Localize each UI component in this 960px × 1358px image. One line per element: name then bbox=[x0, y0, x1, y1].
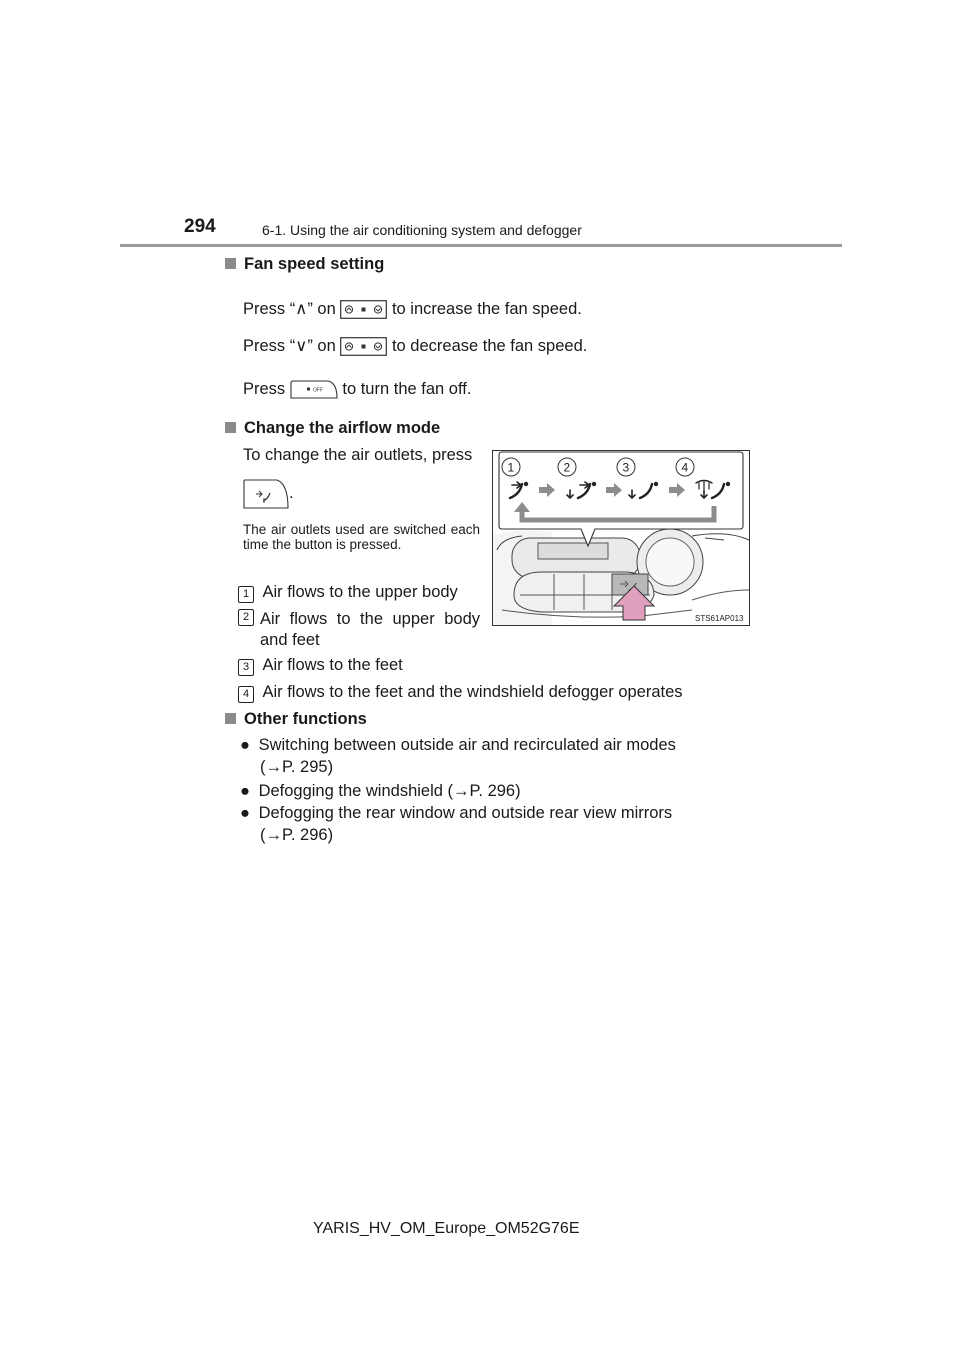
header-rule bbox=[120, 244, 842, 247]
fan-speed-heading: Fan speed setting bbox=[225, 255, 384, 274]
airflow-item-3: 3 Air flows to the feet bbox=[238, 656, 403, 676]
svg-text:OFF: OFF bbox=[312, 387, 323, 394]
number-badge: 2 bbox=[238, 609, 254, 626]
section-title: 6-1. Using the air conditioning system and defogger bbox=[262, 222, 582, 238]
heading-square-icon bbox=[225, 258, 236, 269]
fan-speed-button-icon bbox=[340, 300, 387, 319]
fan-increase-line: Press “∧” on to increase the fan speed. bbox=[243, 300, 582, 318]
other-bullet-2: ● Defogging the windshield (→P. 296) bbox=[240, 782, 521, 800]
airflow-item-1: 1 Air flows to the upper body bbox=[238, 583, 458, 603]
other-bullet-3: ● Defogging the rear window and outside rear view mirrors (→P. 296) bbox=[240, 804, 673, 844]
number-badge: 4 bbox=[238, 686, 254, 703]
airflow-mode-figure bbox=[492, 450, 750, 626]
other-bullet-1: ● Switching between outside air and recirculated air modes (→P. 295) bbox=[240, 736, 676, 776]
airflow-mode-button-icon bbox=[243, 479, 289, 509]
number-badge: 1 bbox=[238, 586, 254, 603]
airflow-intro-text: To change the air outlets, press bbox=[243, 446, 473, 464]
figure-code: STS61AP013 bbox=[695, 614, 744, 623]
page-number: 294 bbox=[184, 216, 216, 237]
bullet-dot-icon: ● bbox=[240, 782, 250, 800]
heading-square-icon bbox=[225, 713, 236, 724]
figure-callout-3: 3 bbox=[622, 460, 630, 475]
bullet-dot-icon: ● bbox=[240, 736, 250, 754]
airflow-note: The air outlets used are switched each time the button is pressed. bbox=[243, 522, 480, 552]
other-functions-heading: Other functions bbox=[225, 710, 367, 729]
fan-speed-button-icon bbox=[340, 337, 387, 356]
number-badge: 3 bbox=[238, 659, 254, 676]
heading-square-icon bbox=[225, 422, 236, 433]
airflow-mode-button-line: . bbox=[243, 479, 294, 509]
figure-callout-4: 4 bbox=[681, 460, 689, 475]
fan-off-button-icon bbox=[290, 380, 338, 399]
fan-off-line: Press OFF to turn the fan off. bbox=[243, 380, 472, 398]
figure-callout-1: 1 bbox=[507, 460, 515, 475]
footer-doc-code: YARIS_HV_OM_Europe_OM52G76E bbox=[313, 1220, 580, 1237]
fan-decrease-line: Press “∨” on to decrease the fan speed. bbox=[243, 337, 588, 355]
airflow-item-4: 4 Air flows to the feet and the windshield defogger operates bbox=[238, 683, 683, 703]
airflow-heading: Change the airflow mode bbox=[225, 419, 440, 438]
bullet-dot-icon: ● bbox=[240, 804, 250, 822]
figure-callout-2: 2 bbox=[563, 460, 571, 475]
